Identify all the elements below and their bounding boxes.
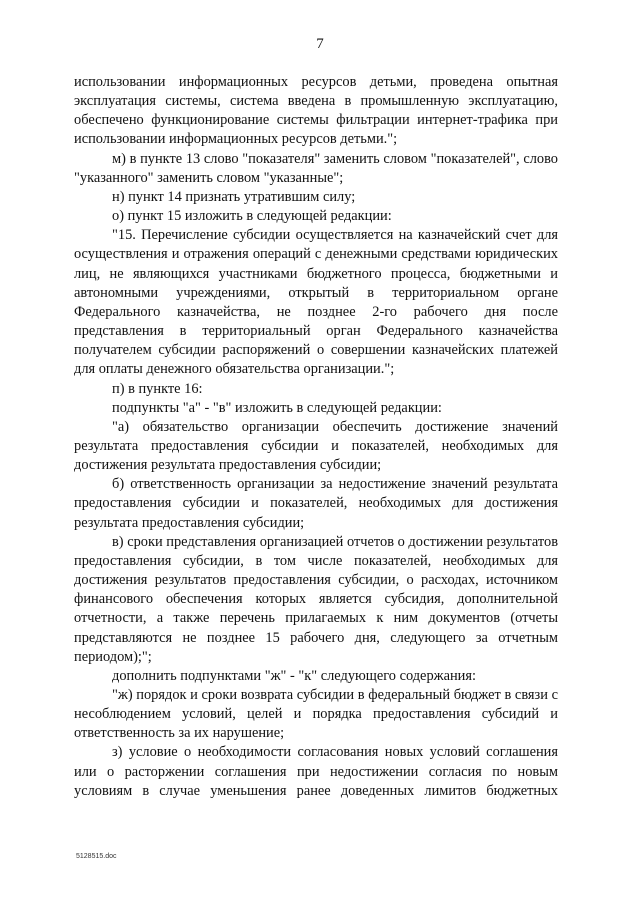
paragraph-a: "а) обязательство организации обеспечить достижение значений результата предоставления субсидии и показателей, необходимых для достижения результата предоставления субсидии; [74, 418, 558, 474]
paragraph-zh: "ж) порядок и сроки возврата субсидии в федеральный бюджет в связи с несоблюдением условий, целей и порядка предоставления субсидий и ответственность за их нарушение; [74, 687, 558, 742]
paragraph-b: б) ответственность организации за недостижение значений результата предоставления субсидии и показателей, необходимых для достижения результата предоставления субсидии; [74, 476, 558, 531]
document-file-code: 5128515.doc [76, 853, 117, 860]
paragraph-o: о) пункт 15 изложить в следующей редакции: [112, 208, 392, 225]
paragraph-subitems-a-v: подпункты "а" - "в" изложить в следующей редакции: [112, 399, 442, 416]
paragraph-p: п) в пункте 16: [112, 380, 203, 397]
document-body [74, 73, 558, 801]
paragraph-v: в) сроки представления организацией отчетов о достижении результатов предоставления субсидии, в том числе показателей, необходимых для достижения результатов предоставления субсидии, о расходах, источником финансового обеспечения которых является субсидия, дополнительной отчетности, а также перечень прилагаемых к ним документов (отчеты представляются не позднее 15 рабочего дня, следующего за отчетным периодом);"; [74, 533, 558, 665]
paragraph-n: н) пункт 14 признать утратившим силу; [112, 188, 356, 205]
paragraph-m: м) в пункте 13 слово "показателя" заменить словом "показателей", слово "указанного" заменить словом "указанные"; [74, 150, 558, 186]
paragraph-15: "15. Перечисление субсидии осуществляется на казначейский счет для осуществления и отражения операций с денежными средствами юридических лиц, не являющихся участниками бюджетного процесса, бюджетными и автономными учреждениями, открытый в территориальном органе Федерального казначейства, не позднее 2-го рабочего дня после представления в территориальный орган Федерального казначейства получателем субсидии распоряжений о совершении казначейских платежей для оплаты денежного обязательства организации."; [74, 227, 558, 378]
paragraph-add-zh-k: дополнить подпунктами "ж" - "к" следующего содержания: [112, 667, 476, 684]
page-number: 7 [316, 36, 324, 52]
paragraph-continuation: использовании информационных ресурсов детьми, проведена опытная эксплуатация системы, система введена в промышленную эксплуатацию, обеспечено функционирование системы фильтрации интернет-трафика при использовании информационных ресурсов детьми."; [74, 74, 558, 148]
paragraph-z: з) условие о необходимости согласования новых условий соглашения или о расторжении соглашения при недостижении согласия по новым условиям в случае уменьшения ранее доведенных лимитов бюджетных [74, 744, 558, 799]
